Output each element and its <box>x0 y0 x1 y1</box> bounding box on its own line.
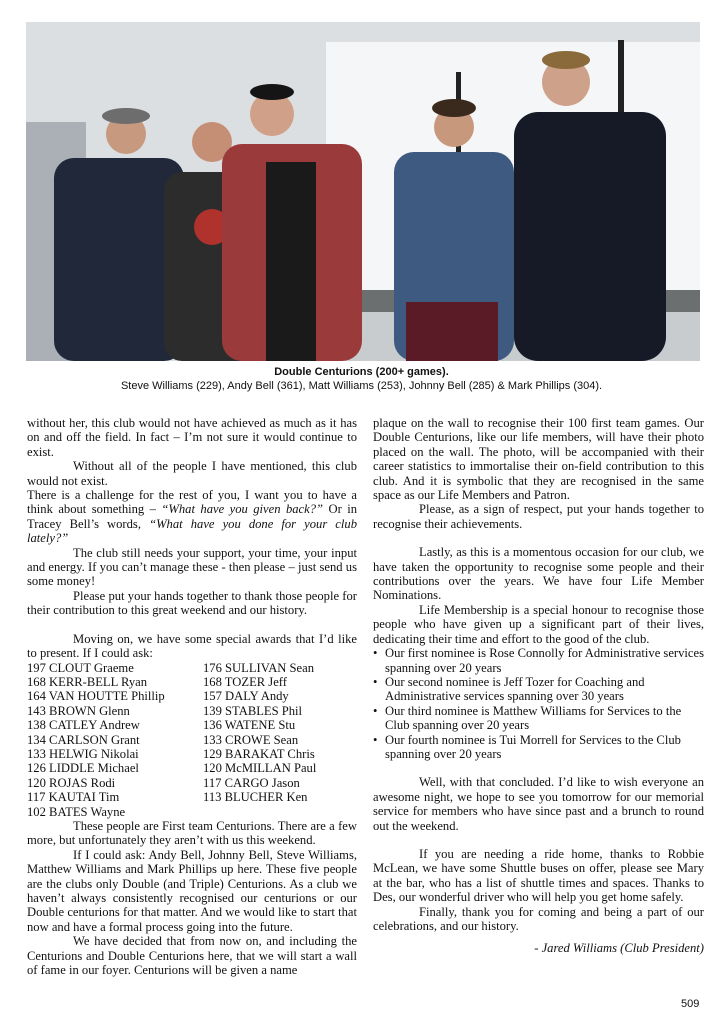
paragraph: If I could ask: Andy Bell, Johnny Bell, Steve Williams, Matthew Williams and Mark Phillips up here. These five people are the clubs only Double (and Triple) Centurions. As a club we haven’t always consistently recognised our centurions or our Double centurions for that matter. And we would like to start that now and have a formal process going into the future. <box>27 847 357 934</box>
centurion-entry: 157 DALY Andy <box>203 689 289 704</box>
double-centurions-photo <box>26 22 700 361</box>
photo-caption <box>0 365 723 393</box>
caption-names: Steve Williams (229), Andy Bell (361), Matt Williams (253), Johnny Bell (285) & Mark Phillips (304). <box>120 380 603 392</box>
paragraph: Please put your hands together to thank those people for their contribution to this great weekend and our history. <box>27 588 357 618</box>
centurion-entry: 113 BLUCHER Ken <box>203 790 308 805</box>
centurion-entry: 143 BROWN Glenn <box>27 703 130 718</box>
paragraph: Well, with that concluded. I’d like to wish everyone an awesome night, we hope to see you tomorrow for our memorial service for members who have since past and a brunch to round out the weekend. <box>373 775 704 833</box>
centurion-entry: 164 VAN HOUTTE Phillip <box>27 689 165 704</box>
nominee-item: • Our third nominee is Matthew Williams for Services to the Club spanning over 20 years <box>373 704 704 733</box>
paragraph: The club still needs your support, your time, your input and energy. If you can’t manage these - then please – just send us some money! <box>27 545 357 589</box>
paragraph: plaque on the wall to recognise their 100 first team games. Our Double Centurions, like our life members, will have their photo placed on the wall. The photo, will be accompanied with their career statistics to immortalise their on-field contribution to this club. And it is symbolic that they are recognised in the same space as our Life Members and Patron. <box>373 416 704 503</box>
paragraph: Lastly, as this is a momentous occasion for our club, we have taken the opportunity to recognise some people and their contributions over the years. We have four Life Member Nominations. <box>373 545 704 603</box>
paragraph: Finally, thank you for coming and being a part of our celebrations, and our history. <box>373 904 704 933</box>
nominee-item: • Our second nominee is Jeff Tozer for Coaching and Administrative services spanning over 30 years <box>373 675 704 704</box>
caption-title: Double Centurions (200+ games). <box>274 366 449 378</box>
nominee-item: • Our fourth nominee is Tui Morrell for Services to the Club spanning over 20 years <box>373 733 704 762</box>
centurion-entry: 168 KERR-BELL Ryan <box>27 674 148 689</box>
centurion-entry: 168 TOZER Jeff <box>203 674 287 689</box>
centurion-entry: 134 CARLSON Grant <box>27 732 140 747</box>
paragraph: Life Membership is a special honour to recognise those people who have given up a significant part of their lives, dedicating their time and effort to the good of the club. <box>373 602 704 646</box>
nominee-item: • Our first nominee is Rose Connolly for Administrative services spanning over 20 years <box>373 646 704 675</box>
centurion-entry: 133 HELWIG Nikolai <box>27 746 139 761</box>
centurions-list <box>27 661 357 819</box>
group-photo <box>26 22 700 361</box>
paragraph: If you are needing a ride home, thanks to Robbie McLean, we have some Shuttle buses on offer, please see Mary at the bar, who has a list of shuttle times and spaces. Thanks to Des, our wonderful driver who will help you get home safely. <box>373 846 704 905</box>
paragraph: Without all of the people I have mentioned, this club would not exist. <box>27 459 357 488</box>
centurion-entry: 120 McMILLAN Paul <box>203 761 317 776</box>
centurion-entry: 176 SULLIVAN Sean <box>203 660 315 675</box>
signature: - Jared Williams (Club President) <box>534 941 704 956</box>
page-number: 509 <box>681 998 700 1010</box>
centurion-entry: 102 BATES Wayne <box>27 804 126 819</box>
centurion-entry: 133 CROWE Sean <box>203 732 299 747</box>
left-column <box>27 416 357 977</box>
centurion-entry: 117 CARGO Jason <box>203 775 300 790</box>
centurion-entry: 197 CLOUT Graeme <box>27 660 134 675</box>
centurion-entry: 138 CATLEY Andrew <box>27 718 140 733</box>
centurion-entry: 129 BARAKAT Chris <box>203 746 315 761</box>
paragraph: We have decided that from now on, and including the Centurions and Double Centurions here, that we will start a wall of fame in our foyer. Centurions will be given a name <box>27 934 357 978</box>
centurion-entry: 126 LIDDLE Michael <box>27 761 139 776</box>
centurion-entry: 117 KAUTAI Tim <box>27 790 120 805</box>
paragraph: Moving on, we have some special awards that I’d like to present. If I could ask: <box>27 631 357 661</box>
nominees-list <box>373 646 704 761</box>
centurion-entry: 120 ROJAS Rodi <box>27 775 116 790</box>
paragraph: These people are First team Centurions. There are a few more, but unfortunately they aren’t with us this weekend. <box>27 818 357 848</box>
paragraph: without her, this club would not have achieved as much as it has on and off the field. In fact – I’m not sure it would continue to exist. <box>27 416 357 459</box>
centurion-entry: 139 STABLES Phil <box>203 703 303 718</box>
right-column <box>373 416 704 956</box>
centurion-entry: 136 WATENE Stu <box>203 718 296 733</box>
paragraph: Please, as a sign of respect, put your hands together to recognise their achievements. <box>373 502 704 531</box>
challenge-paragraph: There is a challenge for the rest of you, I want you to have a think about something – “What have you given back?” Or in Tracey Bell’s words, “What have you done for your club lately?” <box>27 488 357 546</box>
